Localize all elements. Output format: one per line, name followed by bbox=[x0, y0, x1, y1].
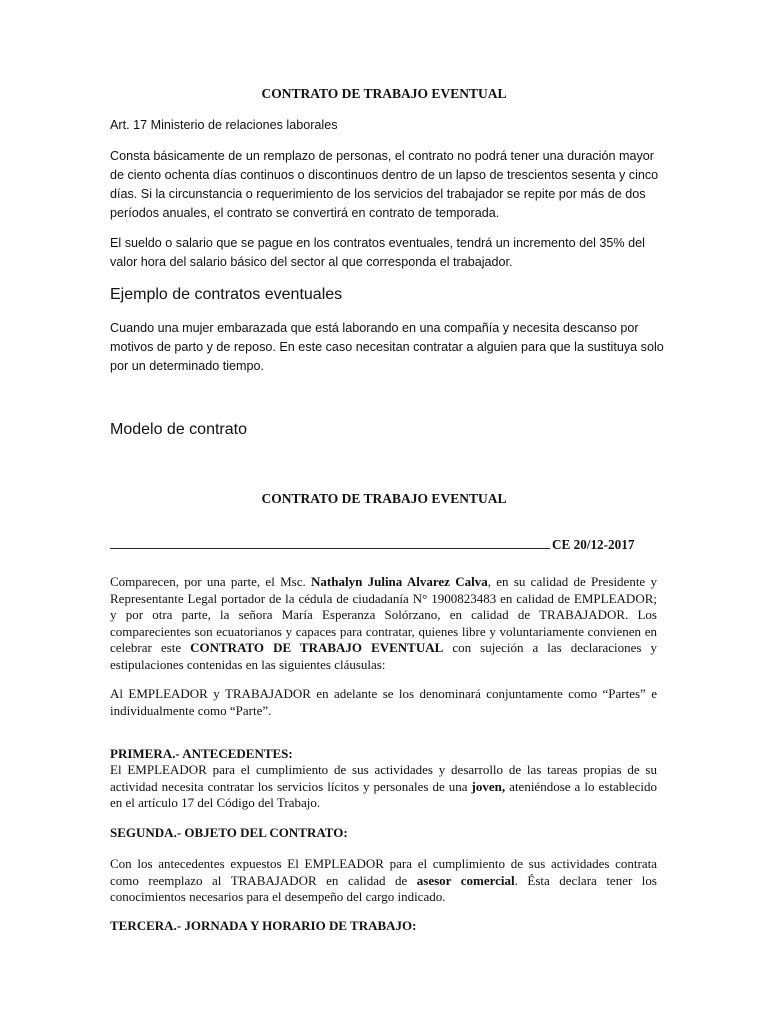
paragraph-partes: Al EMPLEADOR y TRABAJADOR en adelante se los denominará conjuntamente como “Partes” e individualmente como “Parte”. bbox=[110, 686, 657, 718]
clause-primera-text: El EMPLEADOR para el cumplimiento de sus actividades y desarrollo de las tareas propias de su actividad necesita contratar los servicios lícitos y personales de una joven, ateniéndose a lo establecido en el artículo 17 del Código del Trabajo. bbox=[110, 762, 657, 811]
contract-name: CONTRATO DE TRABAJO EVENTUAL bbox=[190, 640, 444, 656]
clause-tercera-heading: TERCERA.- JORNADA Y HORARIO DE TRABAJO: bbox=[110, 918, 417, 933]
clause-segunda-heading: SEGUNDA.- OBJETO DEL CONTRATO: bbox=[110, 825, 348, 840]
representative-name: Nathalyn Julina Alvarez Calva bbox=[311, 574, 488, 589]
clause-segunda-text: Con los antecedentes expuestos El EMPLEADOR para el cumplimiento de sus actividades contrata como reemplazo al TRABAJADOR en calidad de asesor comercial. Ésta declara tener los conocimientos necesarios para el desempeño del cargo indicado. bbox=[110, 856, 657, 905]
paragraph-definition: Consta básicamente de un remplazo de personas, el contrato no podrá tener una duración mayor de ciento ochenta días continuos o discontinuos dentro de un lapso de trescientos sesenta y cinco días. Si la circunstancia o requerimiento de los servicios del trabajador se repite por más de dos períodos anuales, el contrato se convertirá en contrato de temporada. bbox=[110, 149, 659, 220]
heading-ejemplo: Ejemplo de contratos eventuales bbox=[110, 286, 343, 303]
model-contract-title: CONTRATO DE TRABAJO EVENTUAL bbox=[261, 491, 507, 506]
contract-date: CE 20/12-2017 bbox=[552, 537, 635, 552]
article-reference: Art. 17 Ministerio de relaciones laborales bbox=[110, 118, 338, 132]
paragraph-salary: El sueldo o salario que se pague en los contratos eventuales, tendrá un incremento del 35% del valor hora del salario básico del sector al que corresponda el trabajador. bbox=[110, 236, 645, 269]
paragraph-example: Cuando una mujer embarazada que está laborando en una compañía y necesita descanso por motivos de parto y de reposo. En este caso necesitan contratar a alguien para que la sustituya solo por un determinado tiempo. bbox=[110, 321, 664, 373]
document-title: CONTRATO DE TRABAJO EVENTUAL bbox=[261, 86, 507, 101]
paragraph-comparecen: Comparecen, por una parte, el Msc. Nathalyn Julina Alvarez Calva, en su calidad de Presidente y Representante Legal portador de la cédula de ciudadanía N° 1900823483 en calidad de EMPLEADOR; y por otra parte, la señora María Esperanza Solórzano, en calidad de TRABAJADOR. Los comparecientes son ecuatorianos y capaces para contratar, quienes libre y voluntariamente convienen en celebrar este CONTRATO DE TRABAJO EVENTUAL con sujeción a las declaraciones y estipulaciones contenidas en las siguientes cláusulas: bbox=[110, 574, 658, 672]
clause-primera-heading: PRIMERA.- ANTECEDENTES: bbox=[110, 746, 293, 761]
signature-line bbox=[110, 548, 550, 549]
heading-modelo: Modelo de contrato bbox=[110, 421, 247, 438]
